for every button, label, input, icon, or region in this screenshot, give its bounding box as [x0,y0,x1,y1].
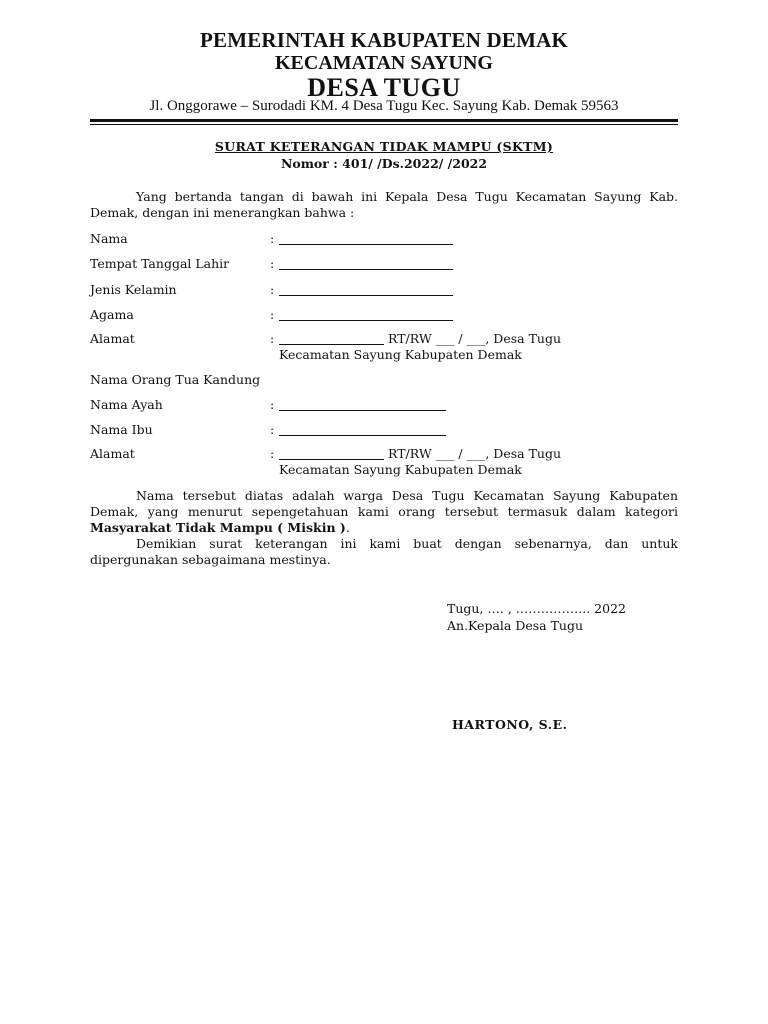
closing-paragraph: Demikian surat keterangan ini kami buat dengan sebenarnya, dan untuk dipergunakan sebagaimana mestinya. [90,536,678,567]
field-colon: : [270,256,275,271]
field-colon: : [270,231,275,246]
field-label: Agama [90,307,134,322]
parents-heading: Nama Orang Tua Kandung [90,372,261,387]
field-colon: : [270,331,275,346]
letter-number: Nomor : 401/ /Ds.2022/ /2022 [280,156,488,171]
fill-line[interactable] [279,269,453,270]
fill-line[interactable] [279,435,446,436]
statement-text: Nama tersebut diatas adalah warga Desa Tugu Kecamatan Sayung Kabupaten Demak, yang menurut sepengetahuan kami orang tersebut termasuk dalam kategori [90,488,678,519]
letterhead-village: DESA TUGU [307,73,461,102]
signature-place-date: Tugu, …. , ……………... 2022 [447,601,626,616]
intro-paragraph: Yang bertanda tangan di bawah ini Kepala Desa Tugu Kecamatan Sayung Kab. Demak, dengan ini menerangkan bahwa : [90,189,678,220]
field-colon: : [270,282,275,297]
address-rtrw: RT/RW ___ / ___, Desa Tugu [388,331,562,346]
statement-category: Masyarakat Tidak Mampu ( Miskin ) [90,520,346,535]
statement-paragraph [90,488,678,536]
signature-role: An.Kepala Desa Tugu [447,618,584,633]
fill-line[interactable] [279,410,446,411]
field-colon: : [270,307,275,322]
fill-line[interactable] [279,295,453,296]
fill-line[interactable] [279,244,453,245]
field-colon: : [270,446,275,461]
letterhead-district: KECAMATAN SAYUNG [275,52,493,74]
field-label: Nama Ibu [90,422,153,437]
address-rtrw: RT/RW ___ / ___, Desa Tugu [388,446,562,461]
field-label: Nama [90,231,128,246]
field-colon: : [270,422,275,437]
field-colon: : [270,397,275,412]
fill-line[interactable] [279,320,453,321]
field-label: Nama Ayah [90,397,163,412]
field-label: Alamat [90,331,135,346]
address-line-2: Kecamatan Sayung Kabupaten Demak [279,462,522,477]
field-label: Jenis Kelamin [90,282,177,297]
letter-title: SURAT KETERANGAN TIDAK MAMPU (SKTM) [214,139,554,154]
address-line-2: Kecamatan Sayung Kabupaten Demak [279,347,522,362]
letterhead-address: Jl. Onggorawe – Surodadi KM. 4 Desa Tugu Kec. Sayung Kab. Demak 59563 [149,98,619,114]
letterhead-government: PEMERINTAH KABUPATEN DEMAK [199,28,569,52]
signature-name: HARTONO, S.E. [452,717,568,732]
letterhead-divider-thin [90,124,678,125]
statement-end: . [345,520,350,535]
fill-line[interactable] [279,459,384,460]
fill-line[interactable] [279,344,384,345]
letterhead-divider-thick [90,119,678,122]
field-label: Tempat Tanggal Lahir [90,256,230,271]
letterhead [90,28,678,114]
field-label: Alamat [90,446,135,461]
